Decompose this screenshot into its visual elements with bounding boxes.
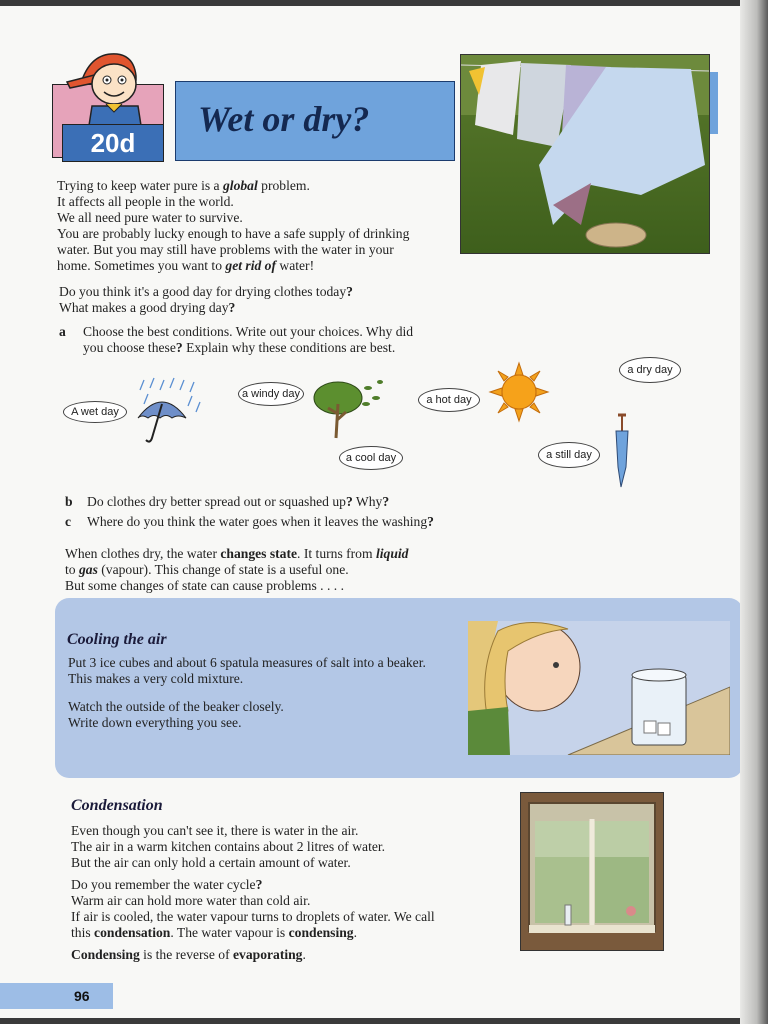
text: What makes a good drying day	[59, 300, 229, 315]
girl-beaker-illustration	[468, 621, 730, 755]
text: Why	[352, 494, 383, 509]
keyword: get rid of	[225, 258, 276, 273]
question-mark: ?	[427, 514, 434, 529]
text: is the reverse of	[139, 947, 233, 962]
intro-line	[57, 194, 447, 210]
text-line: Warm air can hold more water than cold air.	[71, 893, 311, 908]
task-letter: b	[65, 494, 73, 509]
text: Trying to keep water pure is a	[57, 178, 223, 193]
cooling-title: Cooling the air	[67, 631, 167, 648]
sun-icon	[488, 361, 550, 423]
text: (vapour). This change of state is a useful one.	[97, 562, 349, 577]
intro-line	[57, 258, 447, 274]
cooling-instructions	[68, 655, 463, 731]
text: this	[71, 925, 95, 940]
condensation-title: Condensation	[71, 797, 163, 814]
keyword: changes state	[220, 546, 298, 561]
text-line: But the air can only hold a certain amount of water.	[71, 855, 351, 870]
question-mark: ?	[228, 300, 236, 315]
condensation-text	[71, 823, 511, 963]
keyword: condensation	[94, 925, 171, 940]
text: Do you think it's a good day for drying clothes today	[59, 284, 347, 299]
instruction-line: Write down everything you see.	[68, 715, 242, 730]
instruction-line: Watch the outside of the beaker closely.	[68, 699, 284, 714]
keyword: evaporating	[233, 947, 303, 962]
question-mark: ?	[346, 284, 353, 299]
keyword: global	[223, 178, 258, 193]
text-line: Even though you can't see it, there is water in the air.	[71, 823, 359, 838]
tasks-b-c	[65, 494, 485, 530]
window-photo	[520, 792, 664, 951]
question-mark: ?	[345, 494, 353, 509]
instruction-line: Put 3 ice cubes and about 6 spatula measures of salt into a beaker.	[68, 655, 426, 670]
change-of-state-paragraph	[65, 546, 485, 594]
page-title: Wet or dry?	[198, 99, 370, 139]
text: Where do you think the water goes when it leaves the washing	[87, 514, 428, 529]
text: Choose the best conditions. Write out your choices. Why did	[83, 324, 414, 339]
text: you choose these	[83, 340, 176, 355]
task-c	[65, 514, 485, 530]
drying-questions	[59, 284, 479, 316]
text-line: The air in a warm kitchen contains about 2 litres of water.	[71, 839, 386, 854]
text: home. Sometimes you want to	[57, 258, 226, 273]
keyword: Condensing	[71, 947, 140, 962]
girl-watching-beaker-icon	[468, 621, 730, 755]
state-line	[65, 546, 485, 562]
text: Explain why these conditions are best.	[182, 340, 396, 355]
task-a-line	[59, 340, 459, 356]
task-letter: c	[65, 514, 72, 529]
question-mark: ?	[382, 494, 390, 509]
task-a	[59, 324, 459, 356]
laundry-photo	[460, 54, 710, 254]
text: . It turns from	[297, 546, 376, 561]
text: It affects all people in the world.	[57, 194, 234, 209]
boy-mascot-icon	[62, 40, 152, 132]
book-spine-shadow	[740, 0, 768, 1024]
text: problem.	[257, 178, 310, 193]
bubble-windy-day: a windy day	[238, 382, 304, 406]
steamy-window-photo-icon	[521, 793, 663, 950]
intro-line	[57, 242, 447, 258]
task-a-line	[59, 324, 459, 340]
page-number: 96	[74, 988, 90, 1004]
windy-tree-icon	[308, 374, 388, 440]
text: You are probably lucky enough to have a safe supply of drinking	[57, 226, 410, 241]
text-line	[71, 877, 511, 893]
rain-umbrella-icon	[132, 376, 212, 451]
text: water. But you may still have problems with the water in your	[57, 242, 394, 257]
text: . The water vapour is	[170, 925, 289, 940]
page-number-band	[0, 983, 113, 1009]
text: water!	[276, 258, 315, 273]
text: .	[302, 947, 306, 962]
task-b	[65, 494, 485, 510]
text: to	[65, 562, 79, 577]
bubble-cool-day: a cool day	[339, 446, 403, 470]
intro-line	[57, 226, 447, 242]
text-line	[71, 925, 511, 941]
question-line	[59, 300, 479, 316]
washing-line-photo-icon	[461, 55, 709, 253]
lesson-badge: 20d	[62, 124, 164, 162]
text-line: If air is cooled, the water vapour turns to droplets of water. We call	[71, 909, 435, 924]
bubble-dry-day: a dry day	[619, 357, 681, 383]
bubble-hot-day: a hot day	[418, 388, 480, 412]
bubble-wet-day: A wet day	[63, 401, 127, 423]
question-line	[59, 284, 479, 300]
state-line: But some changes of state can cause problems . . . .	[65, 578, 344, 593]
keyword: liquid	[375, 546, 409, 561]
text-line	[71, 947, 511, 963]
text: We all need pure water to survive.	[57, 210, 243, 225]
textbook-page	[0, 6, 752, 1018]
question-mark: ?	[175, 340, 183, 355]
keyword: gas	[78, 562, 98, 577]
state-line	[65, 562, 485, 578]
intro-line	[57, 178, 447, 194]
text: .	[353, 925, 358, 940]
text: Do you remember the water cycle	[71, 877, 256, 892]
intro-line	[57, 210, 447, 226]
hanging-cloth-icon	[606, 411, 636, 491]
bubble-still-day: a still day	[538, 442, 600, 468]
task-letter: a	[59, 324, 66, 339]
keyword: condensing	[288, 925, 354, 940]
text: Do clothes dry better spread out or squashed up	[87, 494, 346, 509]
question-mark: ?	[255, 877, 263, 892]
text: When clothes dry, the water	[65, 546, 221, 561]
instruction-line: This makes a very cold mixture.	[68, 671, 244, 686]
intro-paragraph	[57, 178, 447, 274]
